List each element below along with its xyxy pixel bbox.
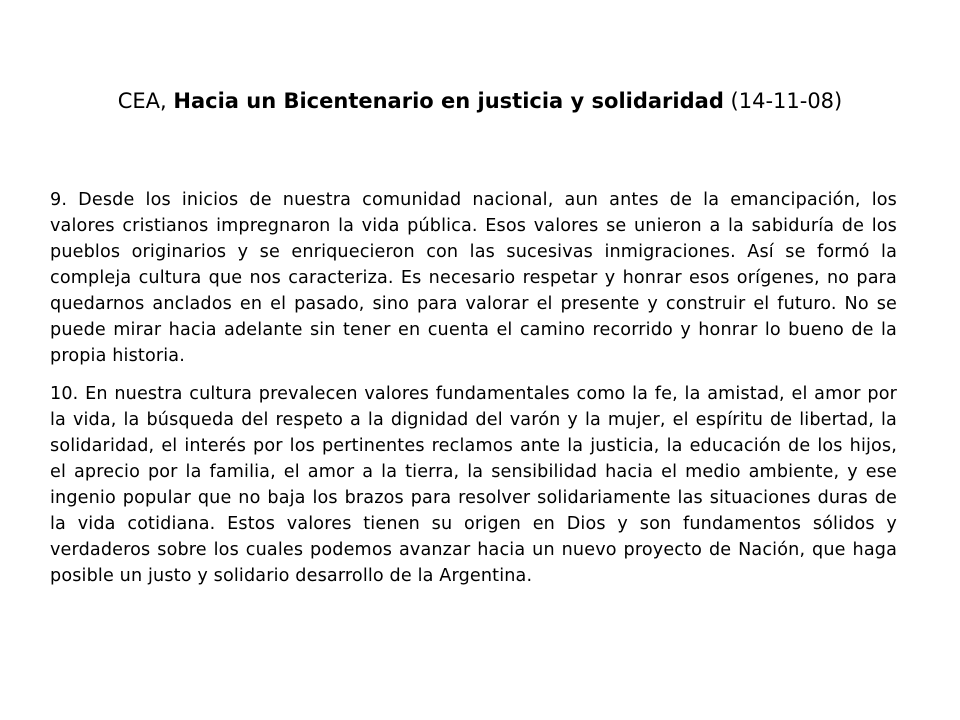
body-text (50, 187, 897, 601)
title-document-name: Hacia un Bicentenario en justicia y solidaridad (173, 89, 724, 113)
title-prefix: CEA, (117, 89, 174, 113)
slide-title (0, 86, 960, 116)
title-date: (14-11-08) (723, 89, 843, 113)
paragraph-10: 10. En nuestra cultura prevalecen valores fundamentales como la fe, la amistad, el amor por la vida, la búsqueda del respeto a la dignidad del varón y la mujer, el espíritu de libertad, la solidaridad, el interés por los pertinentes reclamos ante la justicia, la educación de los hijos, el aprecio por la familia, el amor a la tierra, la sensibilidad hacia el medio ambiente, y ese ingenio popular que no baja los brazos para resolver solidariamente las situaciones duras de la vida cotidiana. Estos valores tienen su origen en Dios y son fundamentos sólidos y verdaderos sobre los cuales podemos avanzar hacia un nuevo proyecto de Nación, que haga posible un justo y solidario desarrollo de la Argentina. (50, 384, 897, 586)
paragraph-9: 9. Desde los inicios de nuestra comunidad nacional, aun antes de la emancipación, los valores cristianos impregnaron la vida pública. Esos valores se unieron a la sabiduría de los pueblos originarios y se enriquecieron con las sucesivas inmigraciones. Así se formó la compleja cultura que nos caracteriza. Es necesario respetar y honrar esos orígenes, no para quedarnos anclados en el pasado, sino para valorar el presente y construir el futuro. No se puede mirar hacia adelante sin tener en cuenta el camino recorrido y honrar lo bueno de la propia historia. (50, 190, 897, 366)
